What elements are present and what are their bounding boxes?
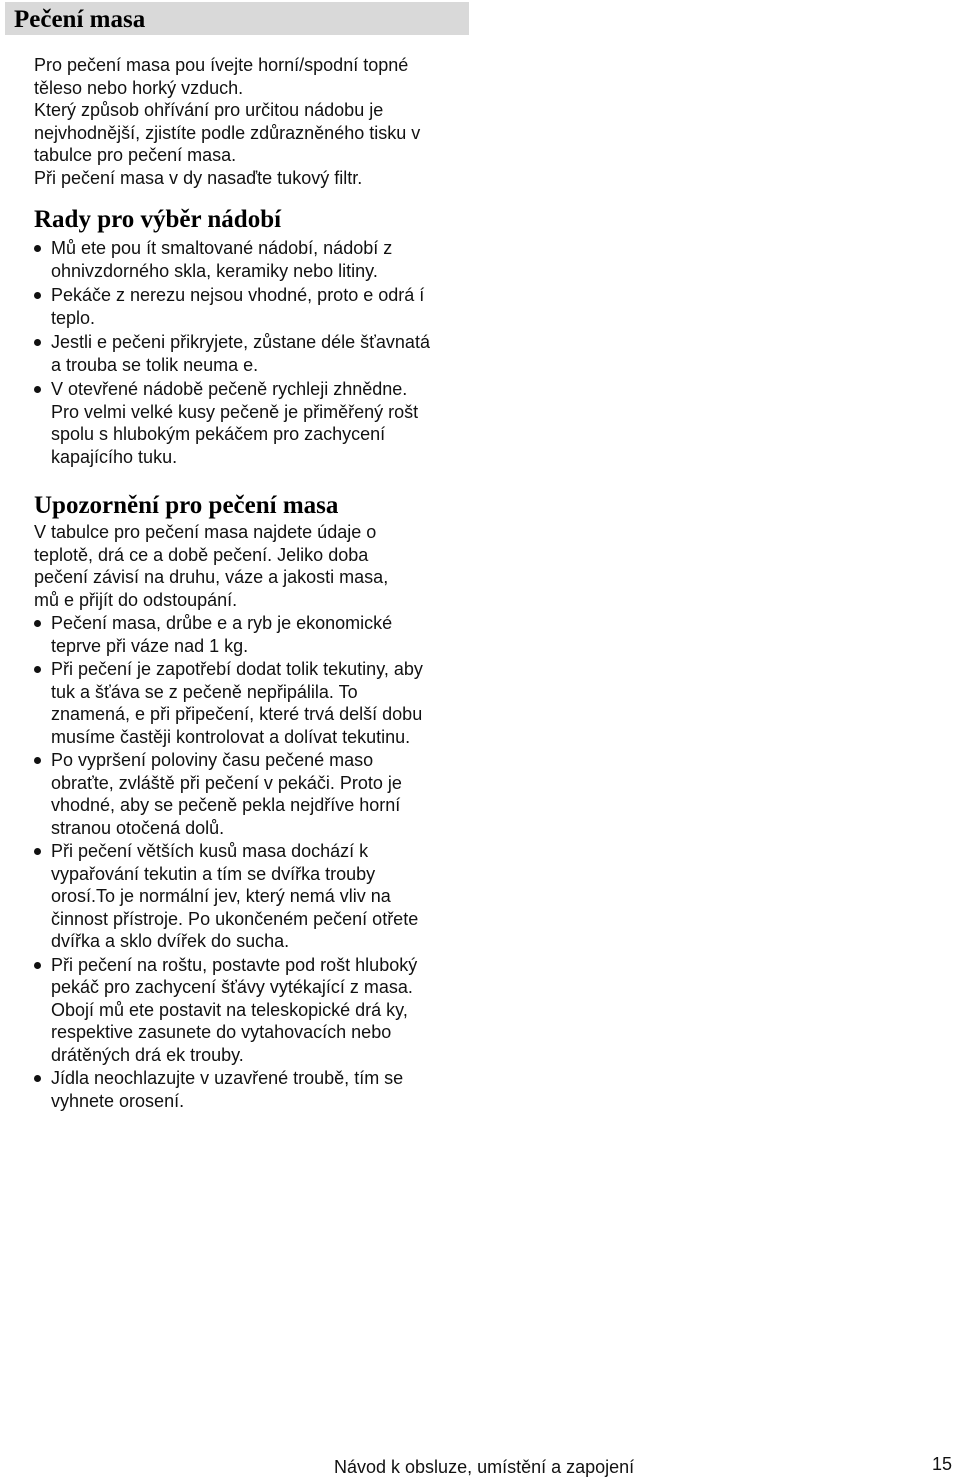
- cookware-tips-list: [34, 237, 474, 401]
- bullet-icon: [34, 666, 41, 673]
- text-line: činnost přístroje. Po ukončeném pečení otřete: [51, 908, 419, 929]
- list-item: [34, 1067, 474, 1112]
- bullet-icon: [34, 848, 41, 855]
- text-line: a trouba se tolik neuma e.: [51, 354, 259, 375]
- text-line: tuk a šťáva se z pečeně nepřipálila. To: [51, 681, 358, 702]
- bullet-icon: [34, 339, 41, 346]
- text-line: Obojí mů ete postavit na teleskopické drá ky,: [51, 999, 408, 1020]
- text-line: Při pečení větších kusů masa dochází k: [51, 841, 369, 861]
- intro-paragraph: [34, 54, 474, 189]
- text-line: drátěných drá ek trouby.: [51, 1044, 244, 1065]
- list-item: [34, 749, 474, 839]
- cookware-note: [34, 401, 474, 469]
- bullet-icon: [34, 620, 41, 627]
- text-line: pečení závisí na druhu, váze a jakosti masa,: [34, 567, 389, 587]
- bullet-icon: [34, 1075, 41, 1082]
- text-line: pekáč pro zachycení šťávy vytékající z masa.: [51, 977, 413, 997]
- text-line: tabulce pro pečení masa.: [34, 145, 237, 165]
- text-line: Pro velmi velké kusy pečeně je přiměřený rošt: [51, 401, 419, 422]
- list-item: [34, 840, 474, 953]
- roasting-tips-list: [34, 612, 474, 1112]
- main-content: [34, 54, 474, 1112]
- text-line: stranou otočená dolů.: [51, 817, 225, 838]
- bullet-icon: [34, 292, 41, 299]
- page-header: [5, 2, 469, 35]
- text-line: Při pečení na roštu, postavte pod rošt hluboký: [51, 954, 418, 975]
- text-line: Pekáče z nerezu nejsou vhodné, proto e odrá í: [51, 285, 425, 305]
- list-item: [34, 612, 474, 657]
- text-line: teprve při váze nad 1 kg.: [51, 635, 249, 656]
- list-item: [34, 331, 474, 376]
- bullet-icon: [34, 245, 41, 252]
- list-item: [34, 378, 474, 401]
- text-line: musíme častěji kontrolovat a dolívat tekutinu.: [51, 726, 411, 747]
- text-line: mů e přijít do odstoupání.: [34, 589, 238, 610]
- list-item: [34, 658, 474, 748]
- text-line: respektive zasunete do vytahovacích nebo: [51, 1022, 392, 1042]
- list-item: [34, 954, 474, 1067]
- text-line: Jídla neochlazujte v uzavřené troubě, tím se: [51, 1068, 404, 1088]
- bullet-icon: [34, 386, 41, 393]
- bullet-icon: [34, 757, 41, 764]
- text-line: vypařování tekutin a tím se dvířka trouby: [51, 863, 376, 884]
- bullet-icon: [34, 962, 41, 969]
- footer-document-title: Návod k obsluze, umístění a zapojení: [334, 1457, 635, 1477]
- text-line: dvířka a sklo dvířek do sucha.: [51, 931, 290, 951]
- text-line: Po vypršení poloviny času pečené maso: [51, 750, 374, 770]
- text-line: Při pečení masa v dy nasaďte tukový filtr.: [34, 167, 363, 188]
- section-heading-cookware: Rady pro výběr nádobí: [34, 206, 282, 233]
- text-line: vyhnete orosení.: [51, 1090, 185, 1111]
- text-line: nejvhodnější, zjistíte podle zdůrazněného tisku v: [34, 122, 421, 143]
- list-item: [34, 237, 474, 282]
- list-item: [34, 284, 474, 329]
- text-line: orosí.To je normální jev, který nemá vliv na: [51, 886, 391, 906]
- text-line: Pro pečení masa pou ívejte horní/spodní topné: [34, 55, 409, 75]
- text-line: ohnivzdorného skla, keramiky nebo litiny.: [51, 260, 378, 281]
- roasting-intro-paragraph: [34, 521, 474, 611]
- text-line: obraťte, zvláště při pečení v pekáči. Proto je: [51, 772, 402, 793]
- text-line: znamená, e při připečení, které trvá delší dobu: [51, 704, 423, 724]
- page-number: 15: [932, 1454, 953, 1474]
- page-title: Pečení masa: [14, 6, 146, 33]
- text-line: Při pečení je zapotřebí dodat tolik tekutiny, aby: [51, 659, 423, 679]
- text-line: vhodné, aby se pečeně pekla nejdříve horní: [51, 795, 401, 815]
- text-line: V tabulce pro pečení masa najdete údaje o: [34, 522, 377, 542]
- section-heading-roasting-notes: Upozornění pro pečení masa: [34, 492, 339, 519]
- text-line: Pečení masa, drůbe e a ryb je ekonomické: [51, 613, 393, 633]
- text-line: teplotě, drá ce a době pečení. Jeliko doba: [34, 544, 369, 565]
- text-line: spolu s hlubokým pekáčem pro zachycení: [51, 424, 386, 444]
- text-line: teplo.: [51, 307, 96, 328]
- text-line: Mů ete pou ít smaltované nádobí, nádobí z: [51, 238, 393, 258]
- text-line: těleso nebo horký vzduch.: [34, 77, 244, 98]
- text-line: Jestli e pečeni přikryjete, zůstane déle šťavnatá: [51, 332, 430, 352]
- text-line: kapajícího tuku.: [51, 446, 178, 467]
- text-line: Který způsob ohřívání pro určitou nádobu je: [34, 100, 384, 120]
- text-line: V otevřené nádobě pečeně rychleji zhnědne.: [51, 379, 408, 399]
